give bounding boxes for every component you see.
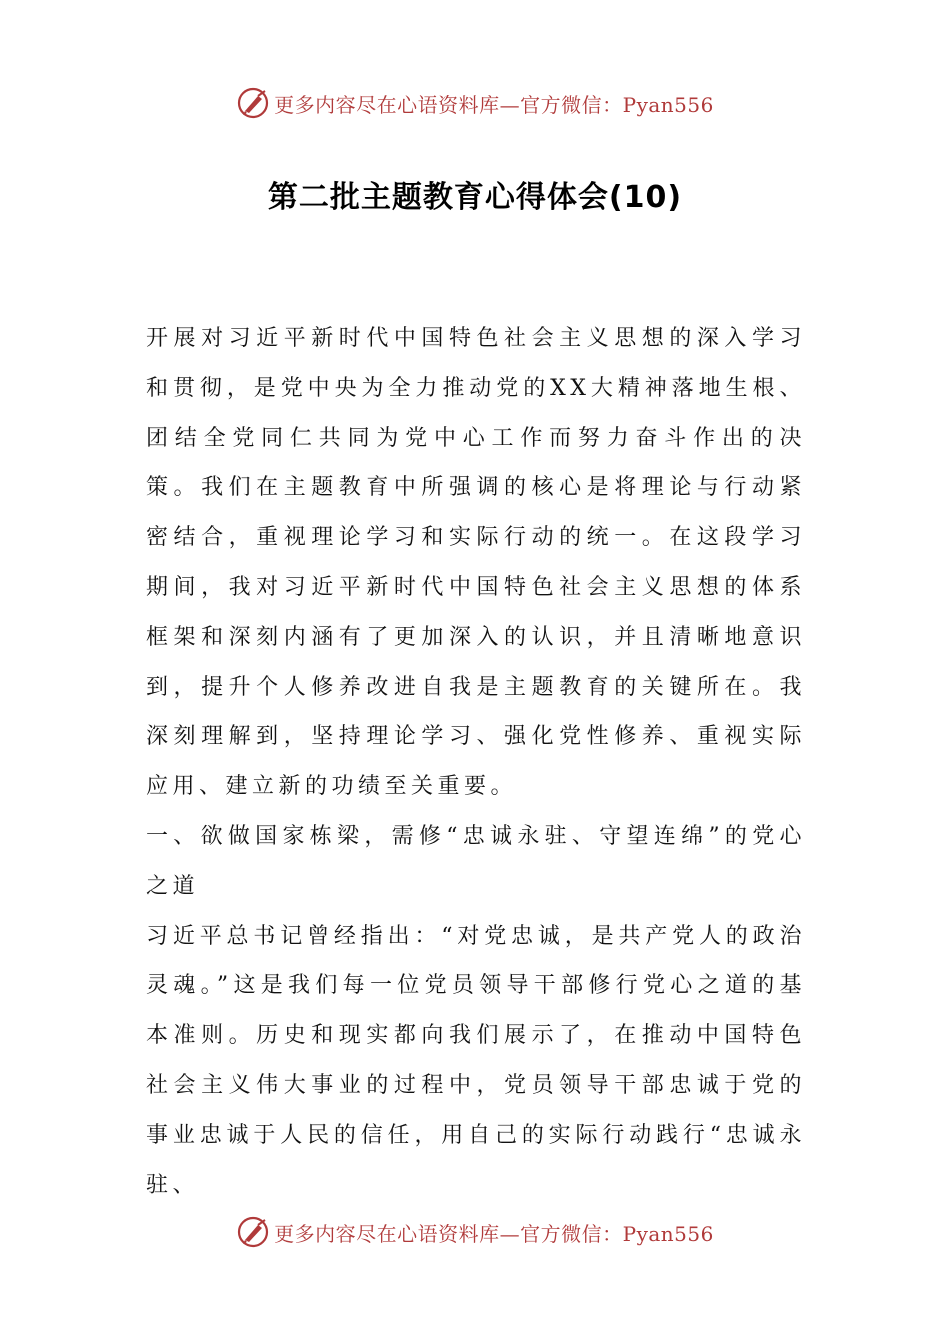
footer-banner-text: 更多内容尽在心语资料库—官方微信：Pyan556: [274, 1221, 714, 1246]
page-title: 第二批主题教育心得体会(10): [267, 180, 683, 215]
paragraph-intro: 开展对习近平新时代中国特色社会主义思想的深入学习和贯彻，是党中央为全力推动党的XX大精神落地生根、团结全党同仁共同为党中心工作而努力奋斗作出的决策。我们在主题教育中所强调的核心是将理论与行动紧密结合，重视理论学习和实际行动的统一。在这段学习期间，我对习近平新时代中国特色社会主义思想的体系框架和深刻内涵有了更加深入的认识，并且清晰地意识到，提升个人修养改进自我是主题教育的关键所在。我深刻理解到，坚持理论学习、强化党性修养、重视实际应用、建立新的功绩至关重要。: [146, 326, 806, 800]
pen-nib-logo-icon: [236, 86, 270, 120]
paragraph-section-1: 习近平总书记曾经指出：“对党忠诚，是共产党人的政治灵魂。”这是我们每一位党员领导干部修行党心之道的基本准则。历史和现实都向我们展示了，在推动中国特色社会主义伟大事业的过程中，党员领导干部忠诚于党的事业忠诚于人民的信任，用自己的实际行动践行“忠诚永驻、: [146, 923, 806, 1198]
footer-banner: [0, 1212, 950, 1252]
header-banner: [0, 83, 950, 123]
document-body: [146, 314, 806, 1210]
section-heading-1: 一、欲做国家栋梁，需修“忠诚永驻、守望连绵”的党心之道: [146, 823, 806, 899]
pen-nib-logo-icon: [236, 1215, 270, 1249]
header-banner-text: 更多内容尽在心语资料库—官方微信：Pyan556: [274, 92, 714, 117]
